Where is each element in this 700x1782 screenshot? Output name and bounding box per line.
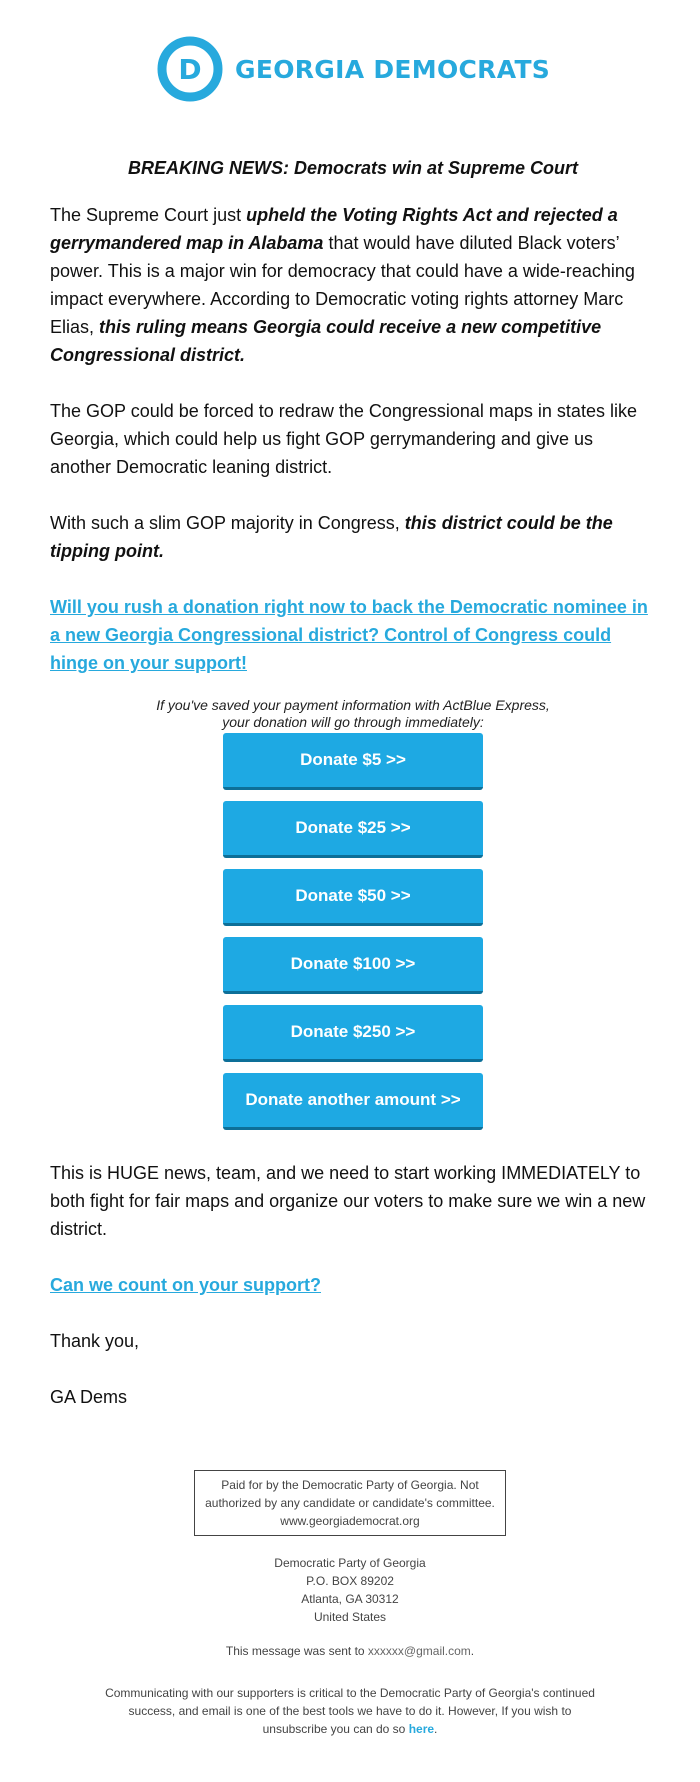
p1-emphasis-d: this ruling means Georgia could receive a new competitive Congressional district. bbox=[50, 317, 602, 365]
unsubscribe-notice bbox=[100, 1684, 600, 1738]
logo-letter: D bbox=[178, 53, 202, 86]
georgia-democrats-d-logo-icon bbox=[157, 36, 223, 102]
headline: BREAKING NEWS: Democrats win at Supreme Court bbox=[127, 158, 579, 178]
paid-website: www.georgiademocrat.org bbox=[280, 1514, 420, 1528]
sent-to-line bbox=[0, 1642, 700, 1660]
thank-you: Thank you, bbox=[50, 1331, 140, 1351]
cta-main-block bbox=[50, 593, 656, 677]
paid-line1: Paid for by the Democratic Party of Georgia. Not bbox=[221, 1478, 479, 1492]
donate-5-button[interactable]: Donate $5 >> bbox=[223, 733, 483, 790]
address-po-box: P.O. BOX 89202 bbox=[306, 1574, 394, 1588]
paid-line2: authorized by any candidate or candidate's committee. bbox=[205, 1496, 495, 1510]
signoff: GA Dems bbox=[50, 1387, 128, 1407]
unsubscribe-text: Communicating with our supporters is critical to the Democratic Party of Georgia's continued success, and email is one of the best tools we have to do it. However, If you wish to unsubscribe you can do so bbox=[105, 1686, 595, 1736]
paragraph-gop-redraw: The GOP could be forced to redraw the Congressional maps in states like Georgia, which could help us fight GOP gerrymandering and give us another Democratic leaning district. bbox=[50, 401, 637, 477]
express-note-line1: If you've saved your payment information with ActBlue Express, bbox=[156, 697, 550, 713]
paragraph-huge-news: This is HUGE news, team, and we need to start working IMMEDIATELY to both fight for fair maps and organize our voters to make sure we win a new district. bbox=[50, 1163, 646, 1239]
p1-text-a: The Supreme Court just bbox=[50, 205, 247, 225]
logo bbox=[157, 35, 550, 103]
support-cta-link[interactable]: Can we count on your support? bbox=[50, 1275, 321, 1295]
support-cta-paragraph bbox=[50, 1271, 656, 1299]
sent-prefix: This message was sent to bbox=[225, 1644, 368, 1658]
p1-emphasis-b: upheld the Voting Rights Act and rejected a gerrymandered map in Alabama bbox=[50, 205, 618, 253]
donate-50-button[interactable]: Donate $50 >> bbox=[223, 869, 483, 926]
paragraph-tipping-point bbox=[50, 509, 656, 565]
paid-for-disclaimer bbox=[194, 1470, 506, 1536]
footer bbox=[0, 1470, 700, 1738]
p1-text-c: that would have diluted Black voters’ power. This is a major win for democracy that could have a wide-reaching impact everywhere. According to Democratic voting rights attorney Marc Elias, bbox=[50, 233, 635, 337]
donate-buttons bbox=[50, 733, 656, 1141]
donate-250-button[interactable]: Donate $250 >> bbox=[223, 1005, 483, 1062]
p3-emphasis-b: this district could be the tipping point. bbox=[50, 513, 613, 561]
unsubscribe-end: . bbox=[434, 1722, 438, 1736]
address-org: Democratic Party of Georgia bbox=[274, 1556, 426, 1570]
address-city: Atlanta, GA 30312 bbox=[301, 1592, 399, 1606]
paragraph-supreme-court bbox=[50, 201, 656, 369]
actblue-express-note bbox=[50, 697, 656, 731]
p3-text-a: With such a slim GOP majority in Congress, bbox=[50, 513, 405, 533]
donate-100-button[interactable]: Donate $100 >> bbox=[223, 937, 483, 994]
express-note-line2: your donation will go through immediately: bbox=[222, 714, 484, 730]
donate-other-amount-button[interactable]: Donate another amount >> bbox=[223, 1073, 483, 1130]
mailing-address bbox=[0, 1554, 700, 1626]
logo-text: GEORGIA DEMOCRATS bbox=[235, 54, 551, 84]
email-body bbox=[50, 150, 656, 1439]
sent-suffix: . bbox=[470, 1644, 475, 1658]
donation-cta-link[interactable]: Will you rush a donation right now to back the Democratic nominee in a new Georgia Congressional district? Control of Congress could hinge on your support! bbox=[50, 597, 648, 673]
address-country: United States bbox=[313, 1610, 387, 1624]
donate-25-button[interactable]: Donate $25 >> bbox=[223, 801, 483, 858]
unsubscribe-link[interactable]: here bbox=[408, 1722, 435, 1736]
recipient-email: xxxxxx@gmail.com bbox=[367, 1644, 471, 1658]
